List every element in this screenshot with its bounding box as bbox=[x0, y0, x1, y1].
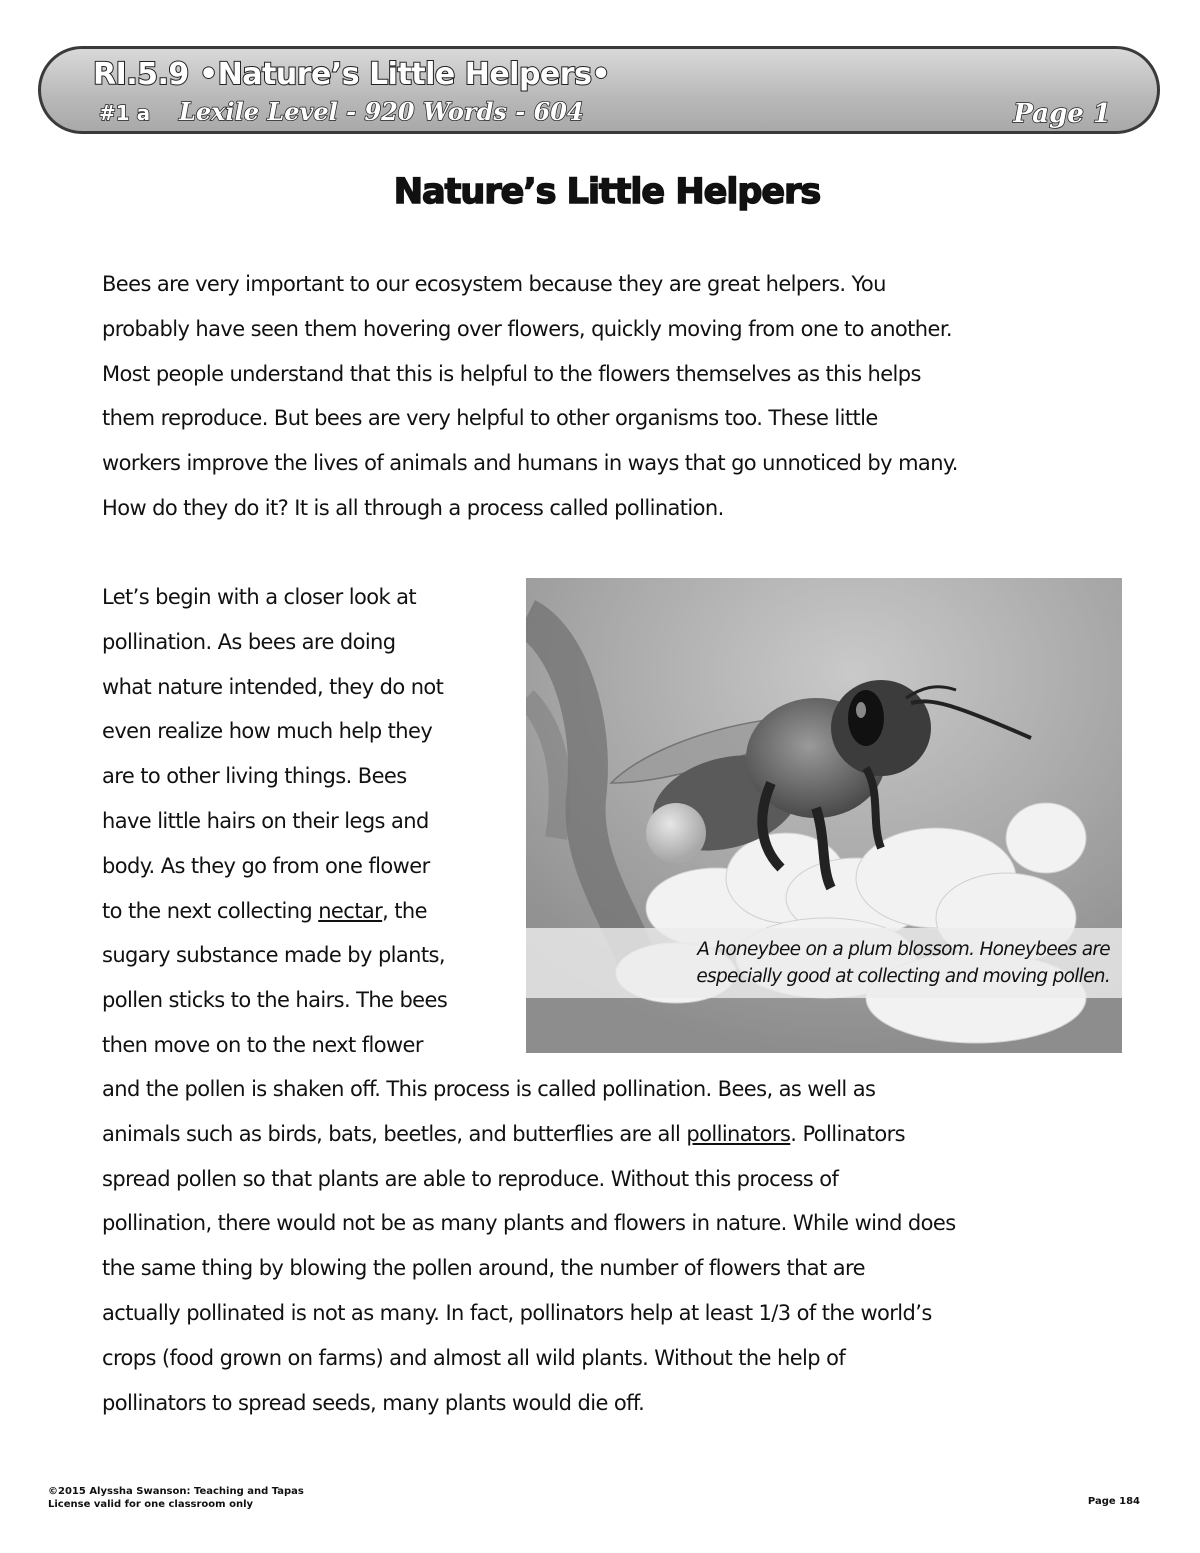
header-page-number: Page 1 bbox=[1013, 99, 1111, 129]
text-line: actually pollinated is not as many. In fact, pollinators help at least 1/3 of the world’s bbox=[102, 1300, 932, 1325]
text-line: spread pollen so that plants are able to reproduce. Without this process of bbox=[102, 1166, 839, 1191]
text-line: pollen sticks to the hairs. The bees bbox=[102, 988, 448, 1013]
text-line: pollination, there would not be as many plants and flowers in nature. While wind does bbox=[102, 1211, 956, 1236]
vocab-word-nectar: nectar bbox=[318, 898, 383, 923]
text-line: probably have seen them hovering over flowers, quickly moving from one to another. bbox=[102, 316, 952, 341]
header-banner bbox=[38, 46, 1160, 134]
text-line: Most people understand that this is helpful to the flowers themselves as this helps bbox=[102, 361, 921, 386]
paragraph-2-continued bbox=[102, 1067, 956, 1425]
text-line: have little hairs on their legs and bbox=[102, 808, 429, 833]
text-line: Bees are very important to our ecosystem because they are great helpers. You bbox=[102, 272, 886, 296]
lexile-info: Lexile Level - 920 Words - 604 bbox=[179, 97, 584, 126]
text-line bbox=[102, 889, 447, 934]
text-line bbox=[102, 1112, 956, 1157]
text-line: then move on to the next flower bbox=[102, 1032, 423, 1057]
footer-page-number: Page 184 bbox=[1087, 1496, 1140, 1507]
text-line: and the pollen is shaken off. This process is called pollination. Bees, as well as bbox=[102, 1077, 876, 1101]
text-fragment: to the next collecting bbox=[102, 898, 319, 923]
text-line: them reproduce. But bees are very helpful to other organisms too. These little bbox=[102, 406, 878, 431]
standard-code: RI.5.9 bbox=[93, 57, 189, 92]
text-line: workers improve the lives of animals and humans in ways that go unnoticed by many. bbox=[102, 451, 958, 476]
text-line: How do they do it? It is all through a process called pollination. bbox=[102, 495, 724, 520]
text-line: body. As they go from one flower bbox=[102, 853, 430, 878]
text-line: pollination. As bees are doing bbox=[102, 629, 396, 654]
text-line: crops (food grown on farms) and almost all wild plants. Without the help of bbox=[102, 1345, 846, 1370]
text-line: pollinators to spread seeds, many plants would die off. bbox=[102, 1390, 645, 1415]
text-fragment: , the bbox=[382, 898, 427, 923]
license-text: License valid for one classroom only bbox=[48, 1499, 254, 1510]
header-title: •Nature’s Little Helpers• bbox=[199, 57, 611, 92]
paragraph-2-wrapped bbox=[102, 575, 447, 1068]
page-title: Nature’s Little Helpers bbox=[393, 172, 821, 212]
text-fragment: animals such as birds, bats, beetles, and butterflies are all bbox=[102, 1121, 687, 1146]
photo-caption bbox=[550, 936, 1110, 990]
text-line: are to other living things. Bees bbox=[102, 764, 407, 789]
paragraph-1 bbox=[102, 262, 958, 531]
text-line: even realize how much help they bbox=[102, 719, 433, 744]
footer-copyright bbox=[48, 1485, 304, 1511]
caption-line: A honeybee on a plum blossom. Honeybees are bbox=[697, 939, 1110, 960]
copyright-text: ©2015 Alyssha Swanson: Teaching and Tapas bbox=[48, 1486, 304, 1497]
passage-number: #1 a bbox=[99, 101, 151, 125]
caption-line: especially good at collecting and moving pollen. bbox=[696, 966, 1110, 987]
text-fragment: . Pollinators bbox=[790, 1121, 905, 1146]
text-line: sugary substance made by plants, bbox=[102, 943, 445, 968]
vocab-word-pollinators: pollinators bbox=[686, 1121, 791, 1146]
text-line: Let’s begin with a closer look at bbox=[102, 585, 417, 609]
text-line: what nature intended, they do not bbox=[102, 674, 444, 699]
text-line: the same thing by blowing the pollen around, the number of flowers that are bbox=[102, 1256, 865, 1281]
honeybee-photo bbox=[526, 578, 1122, 1053]
